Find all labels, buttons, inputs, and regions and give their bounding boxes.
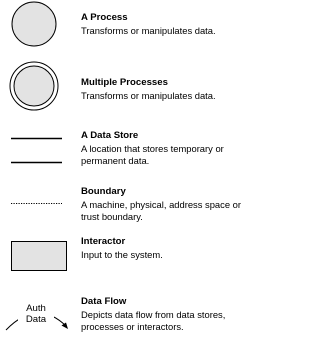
boundary-term: Boundary [81,186,126,197]
data-store-lines-icon [0,126,80,174]
data-flow-term: Data Flow [81,296,127,307]
legend-row-multiple-processes [0,60,242,115]
multiple-processes-description: Transforms or manipulates data. [81,90,216,101]
data-store-description: A location that stores temporary or permanent data. [81,143,224,166]
interactor-term: Interactor [81,236,126,247]
legend-row-data-store [0,126,242,174]
data-flow-label-line2: Data [25,314,47,325]
legend-row-interactor [0,236,242,280]
data-flow-example-label [18,303,54,325]
process-circle-icon [0,0,80,50]
data-store-term: A Data Store [81,130,139,141]
legend-row-process [0,0,242,50]
legend-row-data-flow [0,290,242,340]
legend-row-boundary [0,184,242,234]
process-term: A Process [81,12,128,23]
process-description: Transforms or manipulates data. [81,25,216,36]
interactor-description: Input to the system. [81,249,163,260]
data-flow-label-line1: Auth [26,303,46,314]
boundary-description: A machine, physical, address space or trust boundary. [81,199,241,222]
boundary-dotted-line-icon [0,184,80,234]
multiple-processes-term: Multiple Processes [81,77,168,88]
data-flow-description: Depicts data flow from data stores, processes or interactors. [81,309,226,332]
interactor-rectangle-icon [0,236,80,280]
multiple-processes-circle-icon [0,60,80,115]
